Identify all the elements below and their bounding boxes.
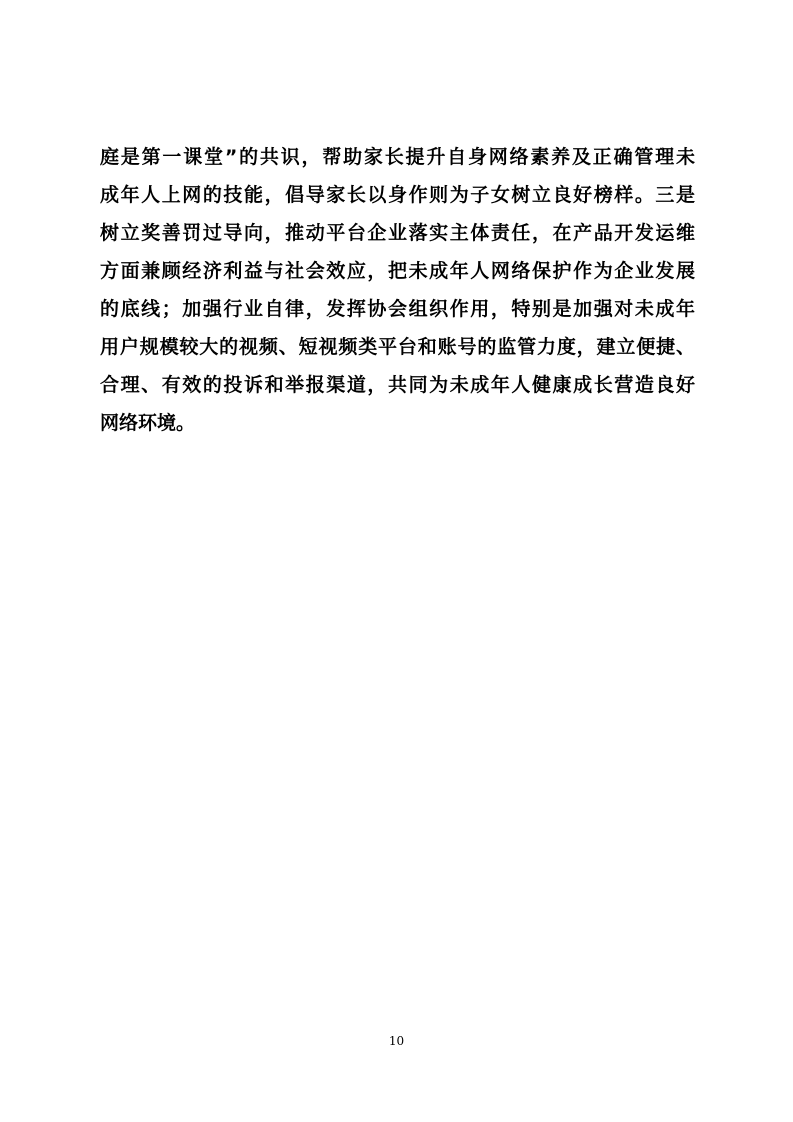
paragraph-line: 方面兼顾经济利益与社会效应，把未成年人网络保护作为企业发展 <box>100 260 695 282</box>
paragraph-line: 用户规模较大的视频、短视频类平台和账号的监管力度，建立便捷、 <box>100 336 695 358</box>
body-paragraph <box>100 138 695 442</box>
paragraph-line: 庭是第一课堂”的共识，帮助家长提升自身网络素养及正确管理未 <box>100 146 695 168</box>
paragraph-line: 成年人上网的技能，倡导家长以身作则为子女树立良好榜样。三是 <box>100 184 695 206</box>
paragraph-line: 网络环境。 <box>100 412 196 434</box>
paragraph-line: 的底线；加强行业自律，发挥协会组织作用，特别是加强对未成年 <box>100 298 695 320</box>
paragraph-line: 合理、有效的投诉和举报渠道，共同为未成年人健康成长营造良好 <box>100 374 695 396</box>
page-number: 10 <box>388 1034 405 1048</box>
paragraph-line: 树立奖善罚过导向，推动平台企业落实主体责任，在产品开发运维 <box>100 222 695 244</box>
